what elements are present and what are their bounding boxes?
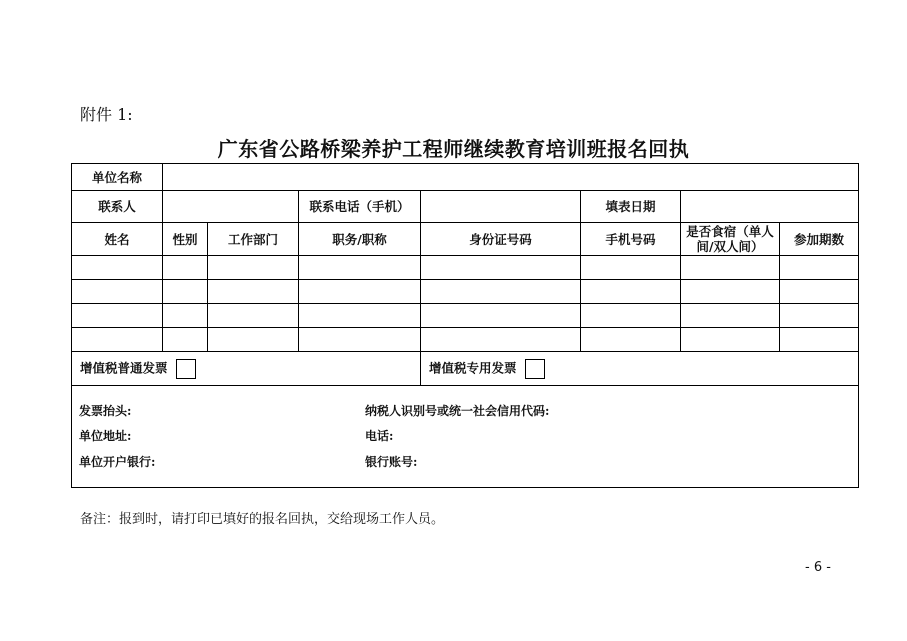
form-title: 广东省公路桥梁养护工程师继续教育培训班报名回执 [217, 137, 690, 161]
col-header-department: 工作部门 [208, 223, 299, 256]
accommodation-cell[interactable] [681, 256, 780, 280]
invoice-header-field[interactable]: 发票抬头: [79, 404, 132, 418]
unit-name-field[interactable] [163, 164, 859, 191]
date-field[interactable] [681, 191, 859, 223]
position-cell[interactable] [299, 328, 421, 352]
registration-form-table [71, 163, 859, 488]
contact-field[interactable] [163, 191, 299, 223]
mobile-cell[interactable] [581, 328, 681, 352]
attachment-label: 附件 1: [80, 105, 133, 124]
remark-note: 备注：报到时，请打印已填好的报名回执，交给现场工作人员。 [80, 512, 445, 527]
table-row [72, 304, 859, 328]
gender-cell[interactable] [163, 328, 208, 352]
department-cell[interactable] [208, 304, 299, 328]
col-header-gender: 性别 [163, 223, 208, 256]
col-header-sessions: 参加期数 [780, 223, 859, 256]
accommodation-cell[interactable] [681, 280, 780, 304]
position-cell[interactable] [299, 256, 421, 280]
invoice-details-cell [72, 386, 859, 488]
sessions-cell[interactable] [780, 280, 859, 304]
col-header-mobile: 手机号码 [581, 223, 681, 256]
id-number-cell[interactable] [421, 328, 581, 352]
gender-cell[interactable] [163, 256, 208, 280]
invoice-normal-cell [72, 352, 421, 386]
id-number-cell[interactable] [421, 304, 581, 328]
invoice-phone-field[interactable]: 电话: [365, 429, 394, 443]
accommodation-cell[interactable] [681, 304, 780, 328]
table-row [72, 328, 859, 352]
position-cell[interactable] [299, 280, 421, 304]
department-cell[interactable] [208, 256, 299, 280]
sessions-cell[interactable] [780, 256, 859, 280]
id-number-cell[interactable] [421, 256, 581, 280]
contact-label: 联系人 [72, 191, 163, 223]
table-row [72, 280, 859, 304]
department-cell[interactable] [208, 280, 299, 304]
phone-label: 联系电话（手机） [299, 191, 421, 223]
page-number: - 6 - [805, 560, 831, 575]
invoice-normal-label: 增值税普通发票 [80, 360, 168, 375]
sessions-cell[interactable] [780, 328, 859, 352]
mobile-cell[interactable] [581, 256, 681, 280]
invoice-normal-checkbox[interactable] [176, 359, 196, 379]
accommodation-cell[interactable] [681, 328, 780, 352]
col-header-position: 职务/职称 [299, 223, 421, 256]
name-cell[interactable] [72, 304, 163, 328]
col-header-id-number: 身份证号码 [421, 223, 581, 256]
unit-name-label: 单位名称 [72, 164, 163, 191]
name-cell[interactable] [72, 256, 163, 280]
name-cell[interactable] [72, 328, 163, 352]
gender-cell[interactable] [163, 304, 208, 328]
mobile-cell[interactable] [581, 304, 681, 328]
col-header-accommodation: 是否食宿（单人间/双人间） [681, 223, 780, 256]
invoice-special-cell [421, 352, 859, 386]
id-number-cell[interactable] [421, 280, 581, 304]
mobile-cell[interactable] [581, 280, 681, 304]
date-label: 填表日期 [581, 191, 681, 223]
taxpayer-id-field[interactable]: 纳税人识别号或统一社会信用代码: [365, 404, 550, 418]
invoice-special-checkbox[interactable] [525, 359, 545, 379]
sessions-cell[interactable] [780, 304, 859, 328]
bank-account-field[interactable]: 银行账号: [365, 455, 418, 469]
phone-field[interactable] [421, 191, 581, 223]
bank-field[interactable]: 单位开户银行: [79, 455, 156, 469]
department-cell[interactable] [208, 328, 299, 352]
invoice-special-label: 增值税专用发票 [429, 360, 517, 375]
column-header-row [72, 223, 859, 256]
table-row [72, 256, 859, 280]
name-cell[interactable] [72, 280, 163, 304]
col-header-name: 姓名 [72, 223, 163, 256]
unit-address-field[interactable]: 单位地址: [79, 429, 132, 443]
position-cell[interactable] [299, 304, 421, 328]
gender-cell[interactable] [163, 280, 208, 304]
